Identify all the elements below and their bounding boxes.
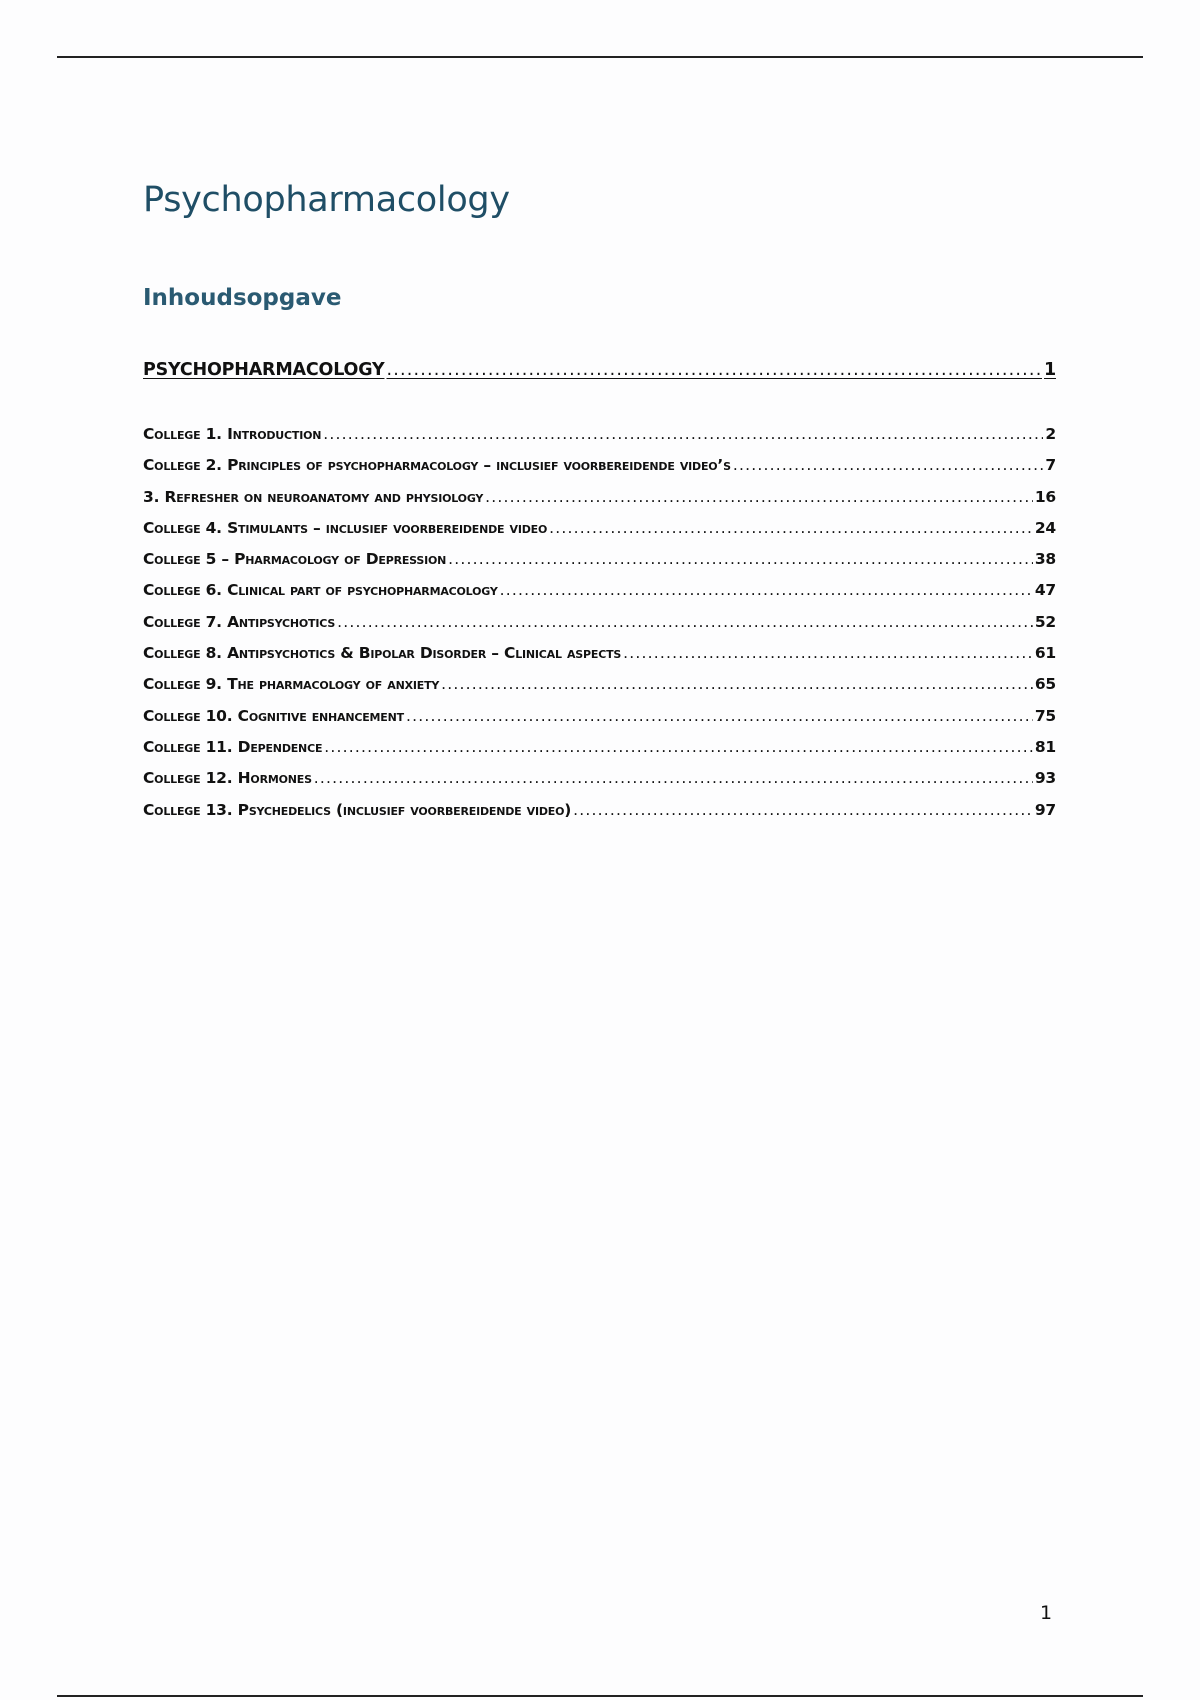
toc-entry-page: 24 (1034, 518, 1056, 537)
toc-entry-college-6[interactable] (143, 575, 1056, 606)
toc-entry-label: College 7. Antipsychotics (143, 612, 336, 631)
toc-leader-dots (500, 575, 1033, 606)
header-rule (57, 56, 1143, 58)
toc-entry-label: College 13. Psychedelics (inclusief voorbereidende video) (143, 800, 572, 819)
toc-entry-page: 16 (1034, 487, 1056, 506)
toc-entry-page: 38 (1034, 550, 1056, 569)
toc-leader-dots (323, 419, 1043, 450)
table-of-contents (143, 360, 1056, 826)
toc-entry-page: 97 (1034, 800, 1056, 819)
toc-heading: Inhoudsopgave (143, 285, 342, 311)
toc-leader-dots (573, 795, 1033, 826)
toc-entry-page: 1 (1044, 360, 1056, 380)
toc-entry-page: 65 (1034, 675, 1056, 694)
toc-leader-dots (485, 482, 1033, 513)
toc-entry-psychopharmacology[interactable] (143, 360, 1056, 380)
toc-leader-dots (549, 513, 1033, 544)
toc-entry-label: College 6. Clinical part of psychopharmacology (143, 581, 498, 600)
toc-entry-page: 47 (1034, 581, 1056, 600)
document-title: Psychopharmacology (143, 180, 510, 220)
toc-entry-label: 3. Refresher on neuroanatomy and physiology (143, 487, 484, 506)
toc-entry-label: College 9. The pharmacology of anxiety (143, 675, 440, 694)
toc-entry-college-13[interactable] (143, 795, 1056, 826)
toc-entry-college-2[interactable] (143, 450, 1056, 481)
toc-entry-page: 75 (1034, 706, 1056, 725)
toc-entry-college-9[interactable] (143, 669, 1056, 700)
toc-entry-page: 61 (1034, 644, 1056, 663)
toc-leader-dots (324, 732, 1033, 763)
toc-entry-page: 7 (1045, 456, 1056, 475)
toc-leader-dots (623, 638, 1033, 669)
toc-entry-college-12[interactable] (143, 763, 1056, 794)
toc-entry-page: 52 (1034, 612, 1056, 631)
toc-leader-dots (337, 607, 1033, 638)
toc-leader-dots (441, 669, 1033, 700)
toc-entry-college-5[interactable] (143, 544, 1056, 575)
toc-entry-label: College 1. Introduction (143, 425, 322, 443)
toc-entry-college-3[interactable] (143, 482, 1056, 513)
toc-entry-college-11[interactable] (143, 732, 1056, 763)
page-number: 1 (1040, 1602, 1053, 1624)
toc-entry-college-4[interactable] (143, 513, 1056, 544)
toc-entry-label: College 8. Antipsychotics & Bipolar Disorder – Clinical aspects (143, 644, 622, 663)
toc-leader-dots (733, 450, 1044, 481)
toc-leader-dots (448, 544, 1033, 575)
toc-entry-label: College 10. Cognitive enhancement (143, 706, 404, 725)
toc-entry-page: 2 (1045, 425, 1056, 443)
toc-entry-label: College 5 – Pharmacology of Depression (143, 550, 447, 569)
toc-entry-college-7[interactable] (143, 607, 1056, 638)
toc-entry-page: 93 (1034, 769, 1056, 788)
toc-entry-label: College 2. Principles of psychopharmacology – inclusief voorbereidende video’s (143, 456, 731, 475)
footer-rule (57, 1695, 1143, 1697)
toc-entry-college-8[interactable] (143, 638, 1056, 669)
toc-entry-label: College 4. Stimulants – inclusief voorbereidende video (143, 518, 548, 537)
toc-entry-college-10[interactable] (143, 701, 1056, 732)
toc-entry-label: PSYCHOPHARMACOLOGY (143, 360, 385, 380)
toc-entry-page: 81 (1034, 737, 1056, 756)
toc-entry-college-1[interactable] (143, 419, 1056, 450)
toc-leader-dots (314, 763, 1033, 794)
toc-leader-dots (406, 701, 1033, 732)
toc-leader-dots (386, 360, 1042, 380)
toc-entry-label: College 11. Dependence (143, 737, 323, 756)
toc-entry-label: College 12. Hormones (143, 769, 312, 788)
